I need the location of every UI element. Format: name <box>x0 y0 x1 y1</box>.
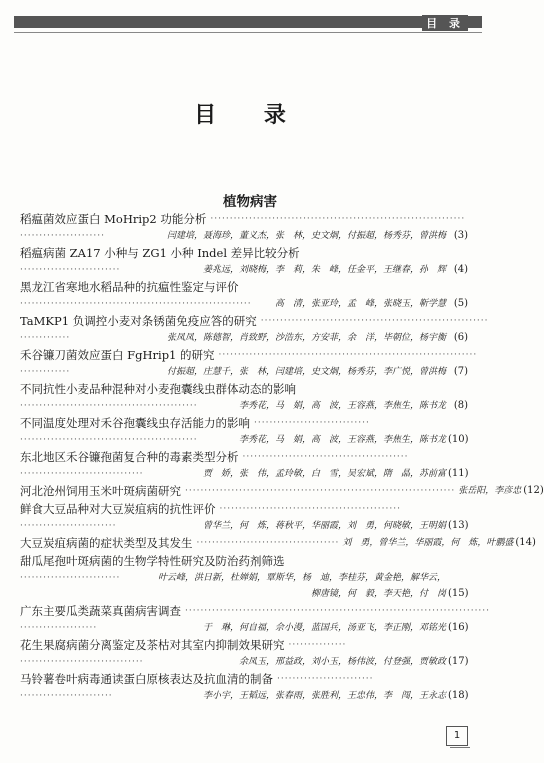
toc-entry-page: (18) <box>448 690 469 701</box>
toc-entry-page: (14) <box>515 537 536 548</box>
toc-entry-authors: 曾华兰，何 炼，蒋秋平，华丽霞，刘 勇，何晓敏，王明娟 <box>202 521 446 531</box>
toc-entry[interactable]: 稻瘟菌效应蛋白 MoHrip2 功能分析 ·································································· ······················ 闫建培，聂海珍，董义杰，张 林，史文炯，付振超，杨秀芬，曾洪梅 (3) <box>20 210 468 244</box>
toc-entry-page: (7) <box>453 366 468 377</box>
toc-entry[interactable]: 不同抗性小麦品种混种对小麦孢囊线虫群体动态的影响 ·············································· 李秀花，马 娟，高 波，王容燕，李焦生，陈书龙 (8) <box>20 380 468 414</box>
toc-entry-page: (5) <box>453 298 468 309</box>
toc-entry-authors: 于 琳，何自福，佘小漫，蓝国兵，汤亚飞，李正刚，邓铭光 <box>202 623 446 633</box>
section-title: 植物病害 <box>223 194 277 210</box>
toc-entry-page: (15) <box>448 588 469 599</box>
toc-entry-title: 稻瘟病菌 ZA17 小种与 ZG1 小种 Indel 差异比较分析 <box>20 246 300 260</box>
toc-entry-title: 鲜食大豆品种对大豆炭疽病的抗性评价 <box>20 502 216 516</box>
toc-entry-title: 花生果腐病菌分离鉴定及茶枯对其室内抑制效果研究 <box>20 638 285 652</box>
toc-entry-title: 禾谷镰刀菌效应蛋白 FgHrip1 的研究 <box>20 348 215 362</box>
toc-entries <box>20 210 544 704</box>
toc-entry-title: 不同抗性小麦品种混种对小麦孢囊线虫群体动态的影响 <box>20 382 296 396</box>
toc-entry-authors: 闫建培，聂海珍，董义杰，张 林，史文炯，付振超，杨秀芬，曾洪梅 <box>166 231 446 241</box>
toc-entry-title: 马铃薯卷叶病毒通读蛋白原核表达及抗血清的制备 <box>20 672 273 686</box>
page-number: 1 <box>446 726 468 746</box>
toc-entry-title: 河北沧州饲用玉米叶斑病菌研究 <box>20 484 181 498</box>
toc-entry-page: (4) <box>453 264 468 275</box>
running-header-bar <box>14 16 482 28</box>
toc-entry[interactable]: 鲜食大豆品种对大豆炭疽病的抗性评价 ··············································· ························· 曾华兰，何 炼，蒋秋平，华丽霞，刘 勇，何晓敏，王明娟 (13) <box>20 500 468 534</box>
toc-entry[interactable]: 稻瘟病菌 ZA17 小种与 ZG1 小种 Indel 差异比较分析 ·························· 姜兆远，刘晓梅，李 莉，朱 峰，任金平，王继春，孙 辉 (4) <box>20 244 468 278</box>
toc-entry[interactable]: 甜瓜尾孢叶斑病菌的生物学特性研究及防治药剂筛选 ·························· 叶云峰，洪日新，杜婵娟，覃斯华，杨 迪，李桂芬，黄金艳，解华云， 柳唐镜，何 毅，李天艳，付 岗 (15) <box>20 552 468 602</box>
toc-entry-title: 东北地区禾谷镰孢菌复合种的毒素类型分析 <box>20 450 239 464</box>
toc-entry-title: 大豆炭疽病菌的症状类型及其发生 <box>20 536 193 550</box>
toc-entry-title: 黑龙江省寒地水稻品种的抗瘟性鉴定与评价 <box>20 280 239 294</box>
toc-entry[interactable]: 不同温度处理对禾谷孢囊线虫存活能力的影响 ······························ ·············································· 李秀花，马 娟，高 波，王容燕，李焦生，陈书龙 (10) <box>20 414 468 448</box>
page-title: 目 录 <box>194 103 306 128</box>
toc-entry-authors: 姜兆远，刘晓梅，李 莉，朱 峰，任金平，王继春，孙 辉 <box>202 265 446 275</box>
toc-entry[interactable]: TaMKP1 负调控小麦对条锈菌免疫应答的研究 ··························································· ············· 张凤凤，陈德智，肖致野，沙浩东，方安菲，余 洋，毕朝位，杨宇衡 (6) <box>20 312 468 346</box>
toc-entry[interactable]: 大豆炭疽病菌的症状类型及其发生 ····································· 刘 勇，曾华兰，华丽霞，何 炼，叶鹏盛 (14) <box>20 536 536 550</box>
toc-entry-authors: 叶云峰，洪日新，杜婵娟，覃斯华，杨 迪，李桂芬，黄金艳，解华云， <box>157 573 446 583</box>
toc-entry-authors: 李小宇，王韬远，张春雨，张胜利，王忠伟，李 闯，王永志 <box>202 691 446 701</box>
running-header-label: 目 录 <box>422 15 468 31</box>
toc-entry-authors: 李秀花，马 娟，高 波，王容燕，李焦生，陈书龙 <box>238 435 446 445</box>
toc-entry-authors-continued: 柳唐镜，何 毅，李天艳，付 岗 <box>310 589 446 599</box>
toc-entry-authors: 余凤玉，邢益政，刘小玉，杨伟波，付登强，贾敏政 <box>238 657 446 667</box>
header-divider <box>14 32 482 33</box>
toc-entry-authors: 高 清，张亚玲，孟 峰，张晓玉，靳学慧 <box>274 299 446 309</box>
toc-entry[interactable]: 禾谷镰刀菌效应蛋白 FgHrip1 的研究 ··································································· ············· 付振超，庄慧千，张 林，闫建培，史文炯，杨秀芬，李广悦，曾洪梅 (7) <box>20 346 468 380</box>
toc-entry-authors: 付振超，庄慧千，张 林，闫建培，史文炯，杨秀芬，李广悦，曾洪梅 <box>166 367 446 377</box>
toc-entry[interactable]: 广东主要瓜类蔬菜真菌病害调查 ··············································································· ···················· 于 琳，何自福，佘小漫，蓝国兵，汤亚飞，李正刚，邓铭光 (16) <box>20 602 468 636</box>
toc-entry-title: TaMKP1 负调控小麦对条锈菌免疫应答的研究 <box>20 314 257 328</box>
toc-entry-page: (8) <box>453 400 468 411</box>
toc-entry[interactable]: 马铃薯卷叶病毒通读蛋白原核表达及抗血清的制备 ························· ························ 李小宇，王韬远，张春雨，张胜利，王忠伟，李 闯，王永志 (18) <box>20 670 468 704</box>
toc-entry[interactable]: 花生果腐病菌分离鉴定及茶枯对其室内抑制效果研究 ··············· ································ 余凤玉，邢益政，刘小玉，杨伟波，付登强，贾敏政 (17) <box>20 636 468 670</box>
toc-entry-page: (11) <box>448 468 469 479</box>
toc-entry-title: 甜瓜尾孢叶斑病菌的生物学特性研究及防治药剂筛选 <box>20 554 285 568</box>
toc-entry-page: (16) <box>448 622 469 633</box>
toc-entry-authors: 李秀花，马 娟，高 波，王容燕，李焦生，陈书龙 <box>238 401 446 411</box>
toc-entry-page: (12) <box>523 485 544 496</box>
toc-entry[interactable]: 东北地区禾谷镰孢菌复合种的毒素类型分析 ··········································· ································ 贾 娇，张 伟，孟玲敏，白 雪，吴宏斌，隋 晶，苏前富 (11) <box>20 448 468 482</box>
toc-entry-page: (17) <box>448 656 469 667</box>
toc-entry-title: 稻瘟菌效应蛋白 MoHrip2 功能分析 <box>20 212 207 226</box>
toc-entry-page: (10) <box>448 434 469 445</box>
toc-entry-authors: 张凤凤，陈德智，肖致野，沙浩东，方安菲，余 洋，毕朝位，杨宇衡 <box>166 333 446 343</box>
toc-entry-page: (13) <box>448 520 469 531</box>
toc-entry-title: 广东主要瓜类蔬菜真菌病害调查 <box>20 604 181 618</box>
toc-entry-authors: 张岳阳，李彦忠 <box>458 486 522 496</box>
toc-entry[interactable]: 黑龙江省寒地水稻品种的抗瘟性鉴定与评价 ···························································· 高 清，张亚玲，孟 峰，张晓玉，靳学慧 (5) <box>20 278 468 312</box>
toc-entry-page: (3) <box>453 230 468 241</box>
toc-entry-authors: 刘 勇，曾华兰，华丽霞，何 炼，叶鹏盛 <box>342 538 514 548</box>
toc-entry-title: 不同温度处理对禾谷孢囊线虫存活能力的影响 <box>20 416 250 430</box>
toc-entry-page: (6) <box>453 332 468 343</box>
toc-entry-authors: 贾 娇，张 伟，孟玲敏，白 雪，吴宏斌，隋 晶，苏前富 <box>202 469 446 479</box>
toc-entry[interactable]: 河北沧州饲用玉米叶斑病菌研究 ······································································ 张岳阳，李彦忠 (12) <box>20 484 544 498</box>
